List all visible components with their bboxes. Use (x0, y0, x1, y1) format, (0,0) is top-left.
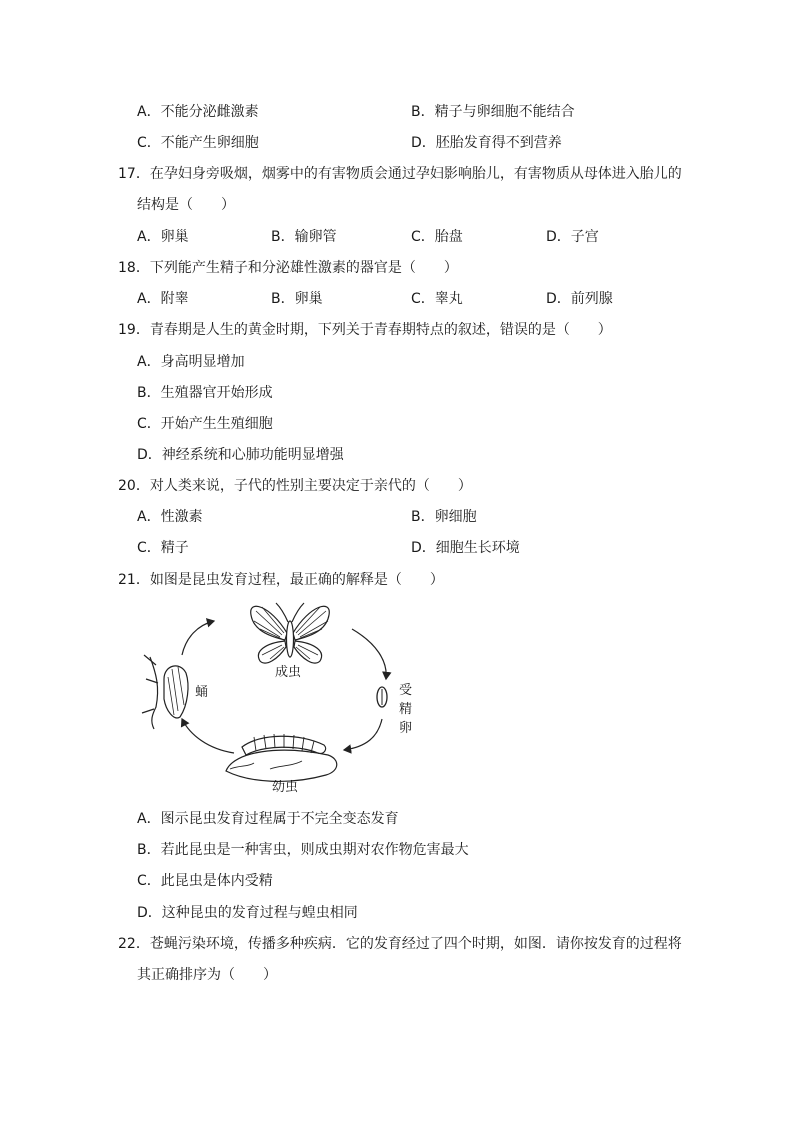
label-adult: 成虫 (275, 665, 302, 680)
q17-option-c[interactable]: C．胎盘 (411, 229, 463, 245)
q19-option-c[interactable]: C．开始产生生殖细胞 (137, 416, 273, 432)
q19-option-b[interactable]: B．生殖器官开始形成 (137, 385, 273, 401)
q17-option-b[interactable]: B．输卵管 (271, 229, 337, 245)
q18-stem: 18．下列能产生精子和分泌雄性激素的器官是（ ） (118, 260, 458, 276)
q16-option-c[interactable]: C．不能产生卵细胞 (137, 135, 259, 151)
q16-option-d[interactable]: D．胚胎发育得不到营养 (411, 135, 562, 151)
label-pupa: 蛹 (195, 685, 209, 700)
q18-option-b[interactable]: B．卵巢 (271, 291, 323, 307)
q18-option-a[interactable]: A．附睾 (137, 291, 189, 307)
q18-option-c[interactable]: C．睾丸 (411, 291, 463, 307)
q20-option-b[interactable]: B．卵细胞 (411, 509, 477, 525)
label-egg-3: 卵 (399, 721, 413, 736)
q16-option-a[interactable]: A．不能分泌雌激素 (137, 104, 259, 120)
insect-life-cycle-figure (130, 595, 430, 800)
q19-option-d[interactable]: D．神经系统和心肺功能明显增强 (137, 447, 344, 463)
q21-stem: 21．如图是昆虫发育过程，最正确的解释是（ ） (118, 572, 444, 588)
label-egg-1: 受 (399, 683, 413, 698)
q17-option-d[interactable]: D．子宫 (546, 229, 599, 245)
q20-option-a[interactable]: A．性激素 (137, 509, 203, 525)
q17-stem-line1: 17．在孕妇身旁吸烟，烟雾中的有害物质会通过孕妇影响胎儿，有害物质从母体进入胎儿的 (118, 166, 682, 182)
q21-option-d[interactable]: D．这种昆虫的发育过程与蝗虫相同 (137, 905, 358, 921)
q18-option-d[interactable]: D．前列腺 (546, 291, 613, 307)
q22-stem-line2: 其正确排序为（ ） (137, 967, 277, 983)
pupa-icon (142, 655, 188, 729)
q19-stem: 19．青春期是人生的黄金时期，下列关于青春期特点的叙述，错误的是（ ） (118, 322, 612, 338)
q20-option-c[interactable]: C．精子 (137, 540, 189, 556)
label-egg-2: 精 (399, 702, 413, 717)
q20-option-d[interactable]: D．细胞生长环境 (411, 540, 520, 556)
q22-stem-line1: 22．苍蝇污染环境，传播多种疾病．它的发育经过了四个时期，如图．请你按发育的过程将 (118, 936, 682, 952)
q17-option-a[interactable]: A．卵巢 (137, 229, 189, 245)
q21-option-a[interactable]: A．图示昆虫发育过程属于不完全变态发育 (137, 811, 399, 827)
larva-icon (226, 734, 337, 781)
egg-icon (377, 687, 387, 707)
label-larva: 幼虫 (272, 780, 299, 795)
q20-stem: 20．对人类来说，子代的性别主要决定于亲代的（ ） (118, 478, 472, 494)
q16-option-b[interactable]: B．精子与卵细胞不能结合 (411, 104, 575, 120)
q21-option-b[interactable]: B．若此昆虫是一种害虫，则成虫期对农作物危害最大 (137, 842, 469, 858)
butterfly-adult-icon (251, 603, 330, 663)
q19-option-a[interactable]: A．身高明显增加 (137, 354, 245, 370)
q21-option-c[interactable]: C．此昆虫是体内受精 (137, 873, 273, 889)
q17-stem-line2: 结构是（ ） (137, 197, 235, 213)
